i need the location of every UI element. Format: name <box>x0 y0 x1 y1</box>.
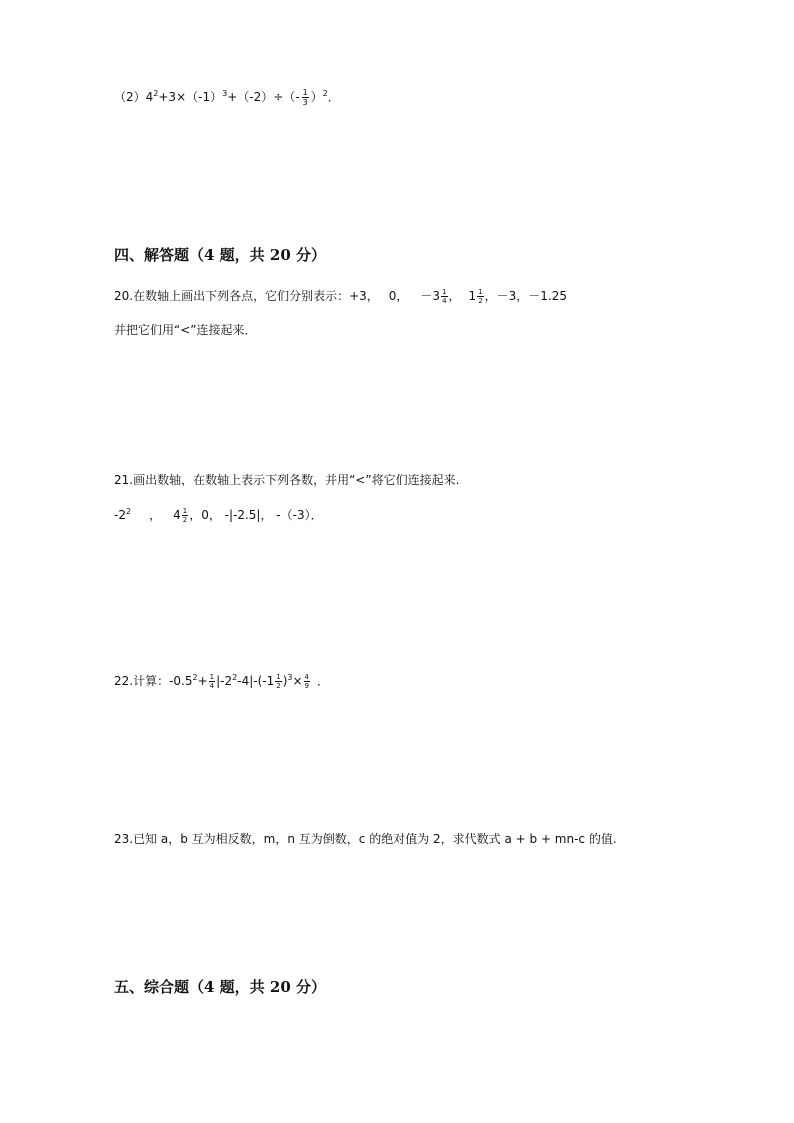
fraction-four-ninths: $\frac{4}{9}$ <box>304 673 309 690</box>
fraction-one-quarter: $\frac{1}{4}$ <box>442 288 447 305</box>
question-23: 23.已知 a，b 互为相反数，m，n 互为倒数，c 的绝对值为 2，求代数式 a + b + mn-c 的值. <box>114 832 617 846</box>
fraction-one-quarter: $\frac{1}{4}$ <box>209 673 215 690</box>
fraction-one-half: $\frac{1}{2}$ <box>478 288 483 305</box>
question-21-line-1: 21.画出数轴，在数轴上表示下列各数，并用“<”将它们连接起来. <box>114 473 460 487</box>
question-19-part-2: $(2)4^2+3\times(-1)^3+(-2)\div(-$ $\frac{1}{3}$ ）$^2$． <box>114 88 340 107</box>
question-22: 22.计算：$-0.5^2+$ $\frac{1}{4}$ $|-2^2-4|-(-1$ $\frac{1}{2}$ )$^3$× $\frac{4}{9}$ ． <box>114 673 330 690</box>
fraction-one-half: $\frac{1}{2}$ <box>276 673 281 690</box>
question-20-line-1: 20.在数轴上画出下列各点，它们分别表示：+3， 0， －3 $\frac{1}{4}$ ， 1 $\frac{1}{2}$ ，－3，－1.25 <box>114 288 568 305</box>
question-20-line-2: 并把它们用“<”连接起来． <box>114 323 257 337</box>
fraction-one-half: $\frac{1}{2}$ <box>182 507 188 524</box>
part-label: （2） <box>114 90 146 104</box>
section-5-heading: 五、综合题（4 题，共 20 分） <box>114 978 326 996</box>
question-21-line-2: $-2^2$ ， 4 $\frac{1}{2}$ ，0， -|-2.5|， -（-3）． <box>114 507 323 524</box>
fraction-one-third: $\frac{1}{3}$ <box>302 88 308 107</box>
section-4-heading: 四、解答题（4 题，共 20 分） <box>114 246 326 264</box>
